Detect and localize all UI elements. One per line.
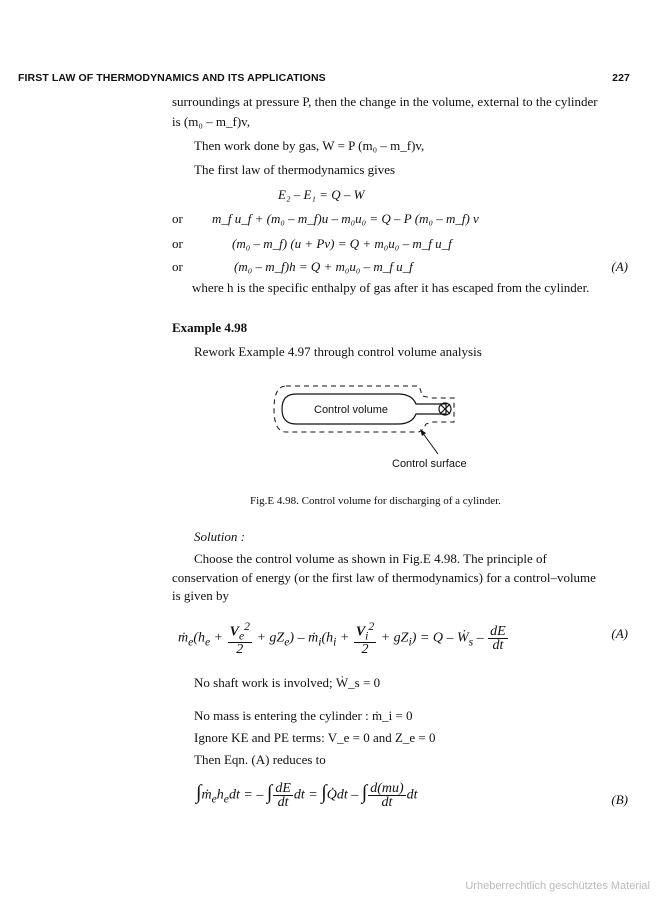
equation-2: m_f u_f + (m₀ – m_f)u – m₀u₀ = Q – P (m₀ – m_f) v <box>212 211 479 226</box>
energy-equation-a: $ṁ_e(h_e$ + $\frac{V_e^2}{2}$ + $gZ_e$) – $ṁ_i(h_i$ + $\frac{V_i^2}{2}$ + $gZ_i) = Q$ – Ẇ$_s$ – $\frac{dE}{dt}$ <box>178 620 506 658</box>
intro-line-3: Then work done by gas, W = P (m₀ – m_f)v, <box>194 138 425 153</box>
control-surface-label: Control surface <box>392 458 467 470</box>
control-volume-figure <box>270 376 470 466</box>
intro-line-4: The first law of thermodynamics gives <box>194 162 396 177</box>
solution-line-3: is given by <box>172 588 230 603</box>
shaft-work-line: No shaft work is involved; Ẇ_s = 0 <box>194 675 381 690</box>
solution-line-1: Choose the control volume as shown in Fig.E 4.98. The principle of <box>194 551 547 566</box>
example-statement: Rework Example 4.97 through control volume analysis <box>194 344 482 359</box>
or-label-2: or <box>172 236 183 251</box>
control-volume-label: Control volume <box>314 404 388 416</box>
solution-heading: Solution : <box>194 529 245 544</box>
example-title: Example 4.98 <box>172 320 248 335</box>
mass-line: No mass is entering the cylinder : ṁ_i = 0 <box>194 708 413 723</box>
energy-equation-a-tag: (A) <box>611 626 628 641</box>
intro-line-1: surroundings at pressure P, then the change in the volume, external to the cylinder <box>172 94 598 109</box>
ke-pe-line: Ignore KE and PE terms: V_e = 0 and Z_e = 0 <box>194 730 436 745</box>
where-line: where h is the specific enthalpy of gas after it has escaped from the cylinder. <box>192 280 590 295</box>
solution-line-2: conservation of energy (or the first law of thermodynamics) for a control–volume <box>172 570 596 585</box>
figure-caption: Fig.E 4.98. Control volume for discharging of a cylinder. <box>250 495 501 507</box>
running-header: FIRST LAW OF THERMODYNAMICS AND ITS APPLICATIONS <box>18 72 326 84</box>
equation-4: (m₀ – m_f)h = Q + m₀u₀ – m_f u_f <box>234 259 413 274</box>
or-label-3: or <box>172 259 183 274</box>
intro-line-2: is (m₀ – m_f)v, <box>172 114 251 129</box>
energy-equation-b-tag: (B) <box>611 792 628 807</box>
page-number: 227 <box>612 72 630 84</box>
reduces-line: Then Eqn. (A) reduces to <box>194 752 326 767</box>
equation-3: (m₀ – m_f) (u + Pv) = Q + m₀u₀ – m_f u_f <box>232 236 452 251</box>
energy-equation-b: $\int ṁ_eh_edt$ = – ∫ $\frac{dE}{dt}$ dt = ∫Q̇dt – ∫ $\frac{d(mu)}{dt}$ dt <box>196 781 418 810</box>
equation-1: E₂ – E₁ = Q – W <box>278 187 365 202</box>
equation-4-tag: (A) <box>611 259 628 274</box>
or-label-1: or <box>172 211 183 226</box>
watermark: Urheberrechtlich geschütztes Material <box>465 880 650 892</box>
